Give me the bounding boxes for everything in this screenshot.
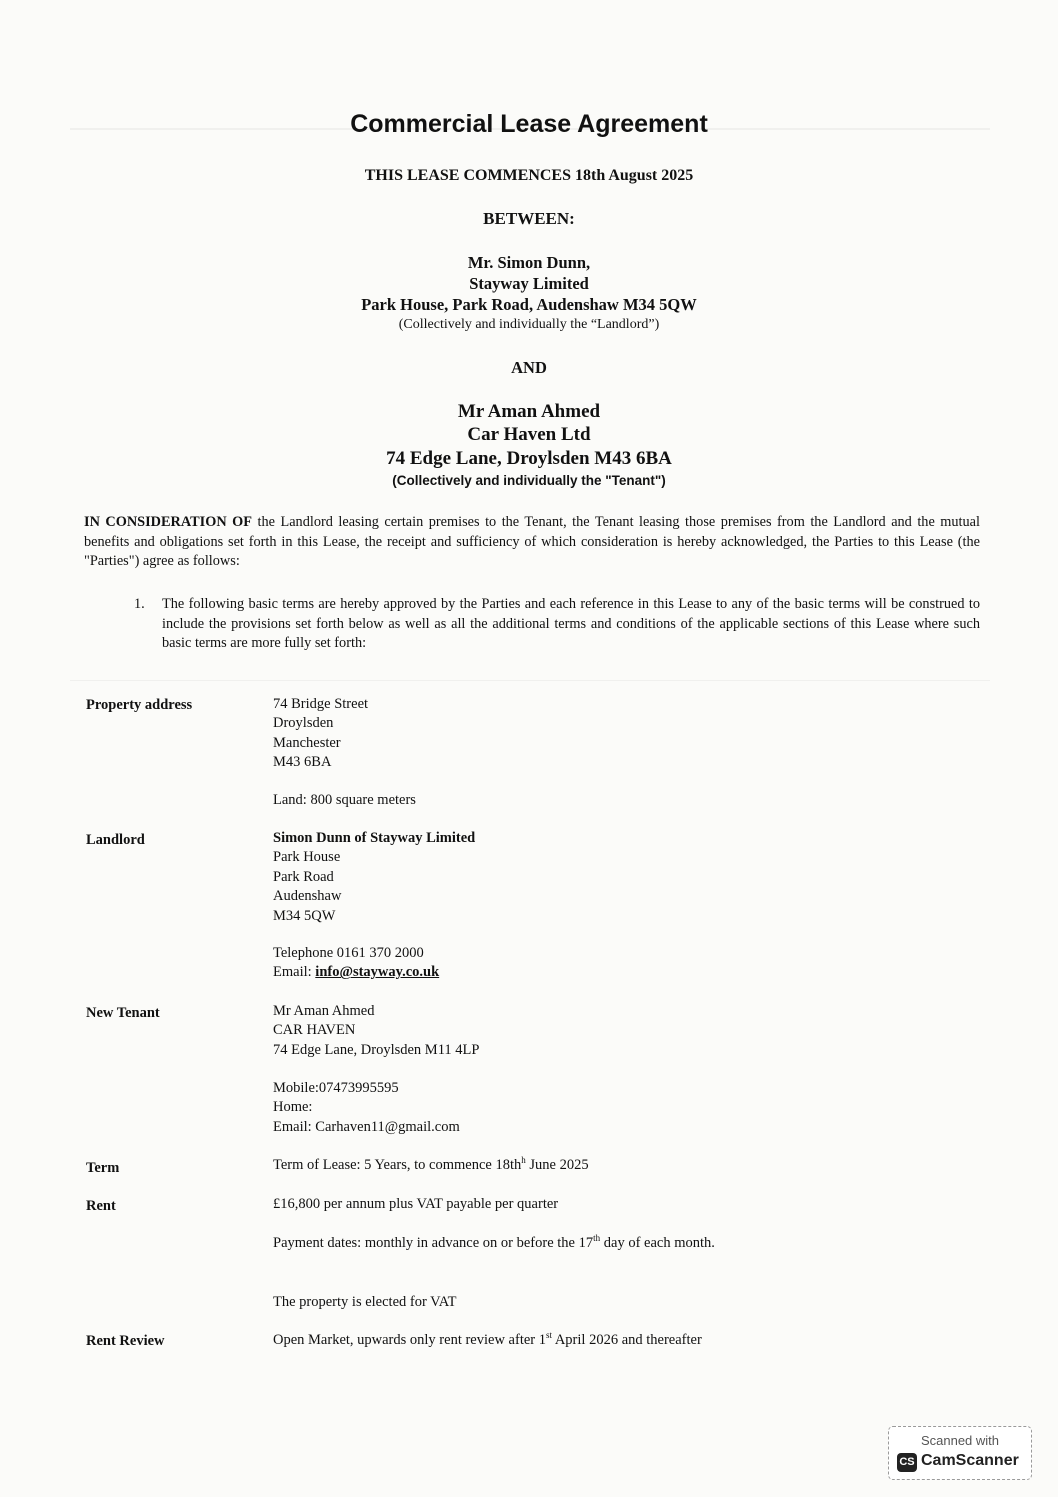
landlord-note: (Collectively and individually the “Landlord”) [398,317,660,332]
commencement-line: THIS LEASE COMMENCES 18th August 2025 [364,167,694,184]
landlord-contact [273,944,439,983]
property-line: Droylsden [273,715,334,732]
email-prefix: Email: [273,964,316,981]
rent-payment-text [273,1234,775,1253]
landlord-email-line [273,963,439,982]
tenant-line: Mr Aman Ahmed [273,1003,375,1019]
review-text-a: Open Market, upwards only rent review after 1 [273,1332,546,1348]
camscanner-watermark [888,1426,1032,1480]
landlord-full-name: Simon Dunn of Stayway Limited [273,830,476,846]
rent-payment-dates [273,1234,775,1253]
landlord-name: Mr. Simon Dunn, [467,253,591,272]
tenant-mobile: Mobile:07473995595 [273,1080,399,1096]
consideration-text: the Landlord leasing certain premises to the Tenant, the Tenant leasing those premises from the Landlord and the mutual benefits and obligations set forth in this Lease, the receipt and sufficiency of which consideration is hereby acknowledged, the Parties to this Lease (the "Parties") agree as follows: [84,514,980,569]
tenant-home: Home: [273,1099,313,1116]
rent-review-value [273,1331,702,1350]
landlord-line: M34 5QW [273,907,336,924]
review-sup: st [546,1330,553,1340]
tenant-line: 74 Edge Lane, Droylsden M11 4LP [273,1041,480,1058]
property-land: Land: 800 square meters [273,792,416,808]
camscanner-brand: CamScanner [921,1452,1019,1469]
tenant-line: CAR HAVEN [273,1022,356,1039]
landlord-company: Stayway Limited [469,274,589,293]
landlord-line: Park Road [273,868,334,885]
camscanner-logo-icon: CS [897,1453,917,1472]
landlord-line: Audenshaw [273,888,342,905]
term-sup: h [521,1155,526,1165]
rent-amount: £16,800 per annum plus VAT payable per quarter [273,1196,559,1212]
payment-text-a: Payment dates: monthly in advance on or before the 17 [273,1235,594,1251]
tenant-contact [273,1079,460,1137]
between-heading: BETWEEN: [483,209,575,228]
consideration-paragraph [84,513,980,572]
clause-number: 1. [134,596,145,612]
landlord-telephone: Telephone 0161 370 2000 [273,945,424,961]
term-value [273,1156,589,1175]
landlord-email-link[interactable]: info@stayway.co.uk [315,964,440,981]
rent-vat: The property is elected for VAT [273,1294,457,1310]
review-text-b: April 2026 and thereafter [552,1332,702,1348]
term-text-b: June 2025 [525,1157,589,1173]
tenant-company: Car Haven Ltd [467,424,591,445]
consideration-lead: IN CONSIDERATION OF [84,514,253,530]
clause-text: The following basic terms are hereby approved by the Parties and each reference in this Lease to any of the basic terms will be construed to include the provisions set forth below as well as all the additional terms and conditions of the applicable sections of this Lease where such basic terms are more fully set forth: [162,596,980,651]
landlord-line: Park House [273,849,341,866]
tenant-name: Mr Aman Ahmed [457,401,601,422]
property-line: Manchester [273,734,341,751]
tenant-address: 74 Edge Lane, Droylsden M43 6BA [386,448,672,469]
payment-sup: th [593,1233,601,1243]
rent-label: Rent [86,1198,116,1214]
property-line: 74 Bridge Street [273,696,369,712]
document-title: Commercial Lease Agreement [350,110,708,138]
term-label: Term [86,1160,120,1176]
landlord-value [273,829,475,926]
payment-text-b: day of each month. [600,1235,715,1251]
scanned-with-text: Scanned with [920,1433,1000,1448]
tenant-note: (Collectively and individually the "Tenant") [392,473,666,488]
tenant-value [273,1002,479,1060]
property-address-label: Property address [86,697,193,713]
landlord-label: Landlord [86,832,145,848]
term-text-a: Term of Lease: 5 Years, to commence 18th [273,1157,522,1173]
new-tenant-label: New Tenant [86,1005,160,1021]
rent-review-label: Rent Review [86,1333,165,1349]
property-address-value [273,695,368,773]
landlord-address: Park House, Park Road, Audenshaw M34 5QW [361,295,697,314]
tenant-email: Email: Carhaven11@gmail.com [273,1118,460,1135]
property-line: M43 6BA [273,754,332,771]
bleed-through-band [70,680,990,681]
and-heading: AND [511,358,547,377]
